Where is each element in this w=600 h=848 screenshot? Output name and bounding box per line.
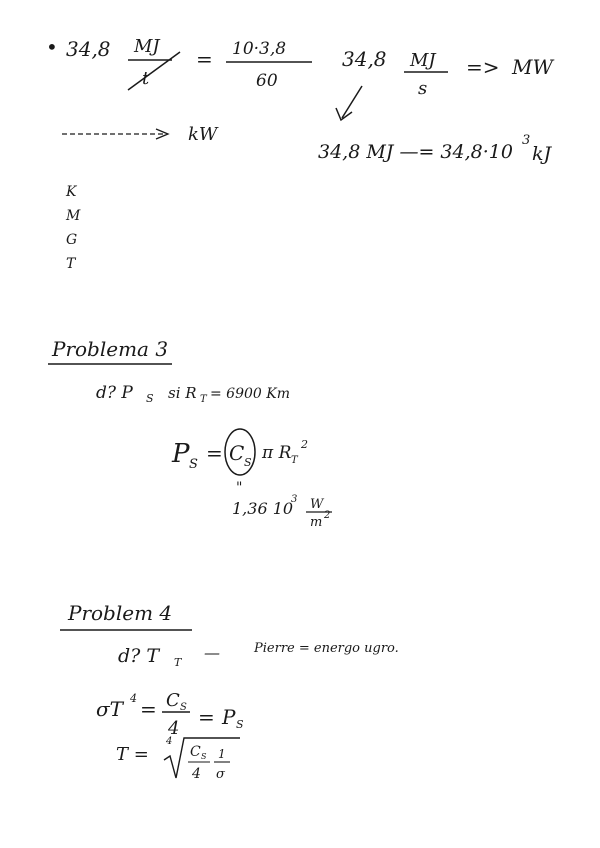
problem-3-condition: si R xyxy=(168,384,197,402)
solar-constant-exponent: 3 xyxy=(291,494,298,505)
problem-3-heading: Problema 3 xyxy=(52,337,169,361)
bullet: • xyxy=(46,35,58,59)
eq1-numerator: C xyxy=(166,690,180,711)
eq2-denominator: 4 xyxy=(192,766,201,782)
eq2-numerator: C xyxy=(190,744,201,760)
solar-unit-numerator: W xyxy=(310,497,324,512)
fraction-denominator: 60 xyxy=(256,71,278,91)
unit-denominator: t xyxy=(142,68,150,89)
formula-solar-constant: C xyxy=(229,441,245,465)
prefix-kilo: K xyxy=(66,184,77,200)
conversion-unit: kJ xyxy=(532,143,552,165)
formula-lhs-subscript: S xyxy=(189,457,198,472)
energy-value-2: 34,8 xyxy=(342,47,387,71)
result-unit: MW xyxy=(512,55,554,79)
formula-rhs: π R xyxy=(262,443,292,463)
prefix-mega: M xyxy=(66,208,81,224)
eq1-equals-2: = xyxy=(198,705,215,729)
eq1-numerator-subscript: S xyxy=(180,702,187,713)
eq2-fraction-denominator: σ xyxy=(216,767,225,782)
eq2-lhs: T = xyxy=(116,744,149,765)
formula-rhs-exponent: 2 xyxy=(301,438,308,451)
eq1-equals: = xyxy=(140,697,157,721)
ditto-mark: " xyxy=(236,480,243,496)
problem-4-note: Pierre = energo ugro. xyxy=(254,641,399,656)
problem-4-question-subscript: T xyxy=(174,656,182,669)
unit2-numerator: MJ xyxy=(410,50,436,71)
eq1-lhs: σT xyxy=(96,697,123,721)
problem-4-question: d? T xyxy=(118,645,160,667)
formula-rhs-subscript: T xyxy=(291,455,298,466)
kilowatt-label: kW xyxy=(188,124,218,145)
formula-equals: = xyxy=(206,441,223,465)
energy-value: 34,8 xyxy=(66,37,111,61)
solar-unit-denominator: m xyxy=(310,515,323,530)
prefix-tera: T xyxy=(66,256,76,272)
eq1-rhs-subscript: S xyxy=(236,718,244,731)
problem-4-dash: — xyxy=(204,643,220,662)
prefix-giga: G xyxy=(66,232,78,248)
formula-solar-constant-subscript: S xyxy=(244,456,252,469)
eq2-numerator-subscript: S xyxy=(201,752,207,761)
problem-3-condition-value: = 6900 Km xyxy=(210,386,290,402)
problem-3-question: d? P xyxy=(96,383,133,403)
problem-3-question-subscript: S xyxy=(146,392,154,405)
fraction-numerator: 10·3,8 xyxy=(232,39,287,59)
eq2-root-index: 4 xyxy=(166,736,173,747)
unit2-denominator: s xyxy=(418,78,428,99)
formula-lhs: P xyxy=(172,439,190,469)
conversion-line: 34,8 MJ —= 34,8·10 xyxy=(318,141,513,163)
solar-unit-denominator-exponent: 2 xyxy=(324,510,331,521)
eq1-lhs-exponent: 4 xyxy=(130,692,137,705)
problem-4-heading: Problem 4 xyxy=(68,601,173,625)
eq1-rhs: P xyxy=(222,705,236,729)
eq1-denominator: 4 xyxy=(168,718,180,739)
implies-arrow: => xyxy=(466,55,500,79)
equals-sign: = xyxy=(196,47,213,71)
eq2-fraction-numerator: 1 xyxy=(218,747,226,761)
conversion-exponent: 3 xyxy=(522,133,531,148)
solar-constant-value: 1,36 10 xyxy=(232,499,294,518)
problem-3-condition-subscript: T xyxy=(200,394,207,405)
unit-numerator: MJ xyxy=(134,36,160,57)
